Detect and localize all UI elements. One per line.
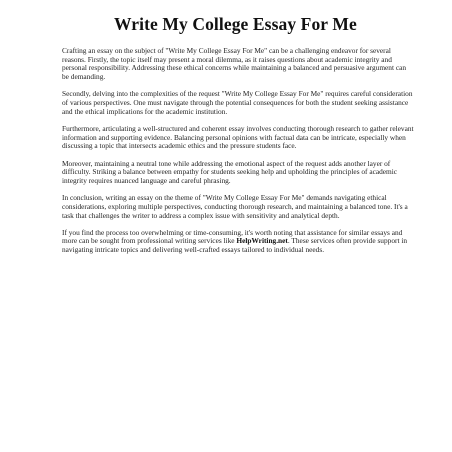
paragraph-6 xyxy=(62,229,414,255)
paragraph-6-intro: If you find the process too overwhelming or time-consuming, it's worth noting that assistance for similar essays and more can be sought from professional writing services like xyxy=(62,227,403,246)
paragraph-6-outro: . These services often provide support in navigating intricate topics and delivering well-crafted essays tailored to individual needs. xyxy=(62,236,408,255)
paragraph-4: Moreover, maintaining a neutral tone while addressing the emotional aspect of the request adds another layer of difficulty. Striking a balance between empathy for students seeking help and upholding the principles of academic integrity requires nuanced language and careful phrasing. xyxy=(62,158,398,185)
paragraph-2: Secondly, delving into the complexities of the request "Write My College Essay For Me" requires careful consideration of various perspectives. One must navigate through the potential consequences for both the student seeking assistance and the ethical implications for the academic institution. xyxy=(62,89,413,116)
paragraph-1: Crafting an essay on the subject of "Write My College Essay For Me" can be a challenging endeavor for several reasons. Firstly, the topic itself may present a moral dilemma, as it raises questions about academic integrity and personal responsibility. Addressing these ethical concerns while maintaining a balanced and persuasive argument can be demanding. xyxy=(62,46,407,82)
paragraph-3: Furthermore, articulating a well-structured and coherent essay involves conducting thorough research to gather relevant information and supporting evidence. Balancing personal opinions with factual data can be intricate, especially when discussing a topic that intersects academic ethics and the pressure students face. xyxy=(62,123,414,151)
service-name: HelpWriting.net xyxy=(236,236,288,246)
page-title: Write My College Essay For Me xyxy=(114,14,357,34)
paragraph-5: In conclusion, writing an essay on the theme of "Write My College Essay For Me" demands navigating ethical considerations, exploring multiple perspectives, conducting thorough research, and maintaining a balanced tone. It's a task that challenges the writer to address a complex issue with sensitivity and analytical depth. xyxy=(62,193,408,220)
